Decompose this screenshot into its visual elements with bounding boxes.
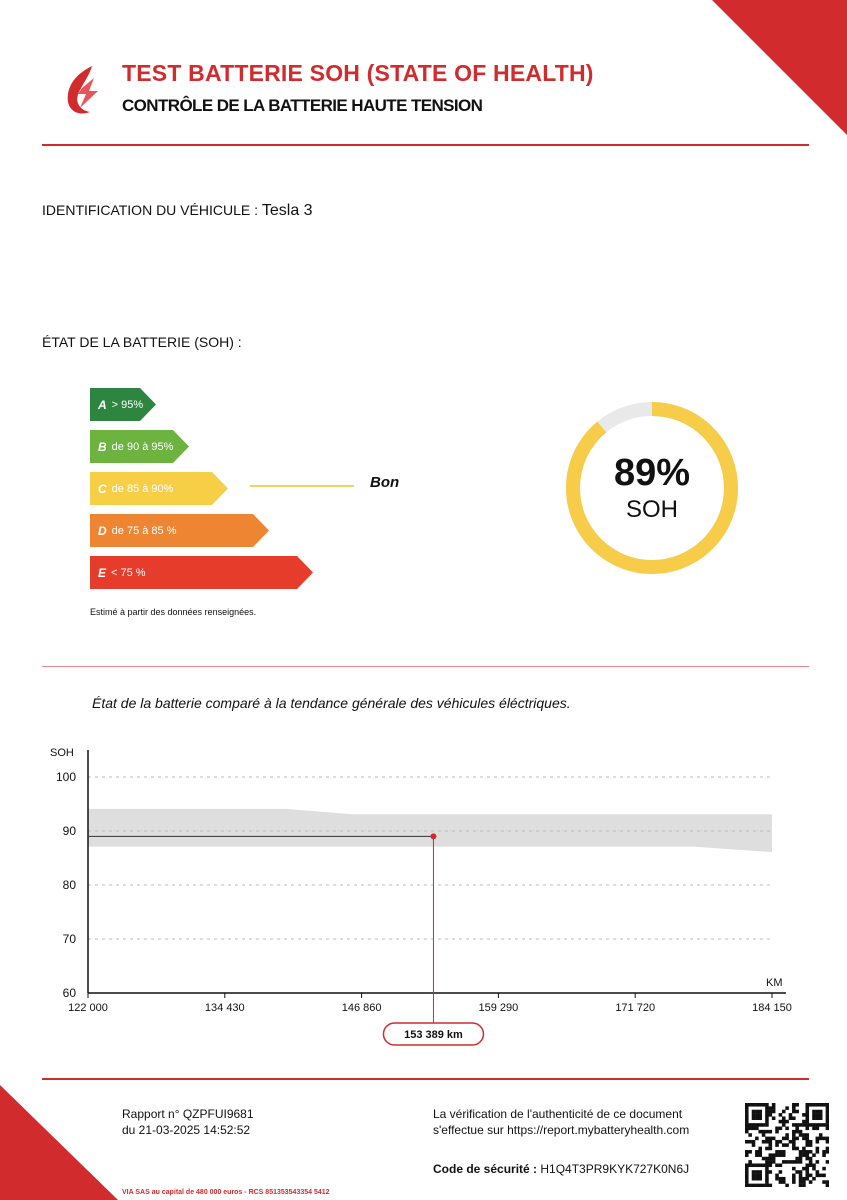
grade-range: de 85 à 90% [111, 482, 174, 495]
y-axis-label: SOH [50, 747, 74, 759]
grade-e-label [90, 556, 146, 589]
security-code-label: Code de sécurité : [433, 1162, 538, 1176]
y-tick-label: 70 [62, 932, 76, 946]
grade-letter: B [98, 439, 107, 454]
vehicle-label: IDENTIFICATION DU VÉHICULE : [42, 202, 258, 218]
qr-code-icon [745, 1103, 829, 1187]
verification-line-2: s'effectue sur https://report.mybatteryhealth.com [433, 1123, 690, 1137]
y-tick-label: 90 [62, 824, 76, 838]
report-title: TEST BATTERIE SOH (STATE OF HEALTH) [122, 60, 594, 86]
grade-range: de 75 à 85 % [111, 524, 177, 537]
y-tick-label: 80 [62, 878, 76, 892]
security-code-value: H1Q4T3PR9KYK727K0N6J [540, 1162, 690, 1176]
soh-gauge-value: 89% [613, 452, 691, 494]
grade-range: > 95% [111, 398, 144, 411]
grade-letter: A [98, 397, 107, 412]
x-tick-label: 159 290 [478, 1002, 519, 1014]
section-divider [42, 666, 809, 667]
selected-grade-indicator [250, 484, 360, 488]
grade-verdict: Bon [370, 474, 400, 491]
grade-b-label [90, 430, 173, 463]
x-tick-label: 184 150 [752, 1002, 792, 1014]
verification-line-1: La vérification de l'authenticité de ce document [433, 1107, 683, 1121]
grade-letter: C [98, 481, 107, 496]
security-code-line [433, 1161, 689, 1177]
report-date: du 21-03-2025 14:52:52 [122, 1123, 251, 1137]
soh-gauge-label: SOH [625, 496, 678, 523]
legal-notice: VIA SAS au capital de 480 000 euros - RCS 851353543354 5412 [122, 1189, 330, 1196]
soh-trend-chart [0, 740, 847, 1060]
header-divider [42, 144, 809, 146]
chart-title: État de la batterie comparé à la tendance générale des véhicules éléctriques. [92, 695, 571, 711]
vehicle-identification [42, 202, 313, 220]
report-info [122, 1106, 254, 1138]
x-tick-label: 146 860 [341, 1002, 382, 1014]
x-tick-label: 134 430 [204, 1002, 245, 1014]
y-tick-label: 100 [55, 770, 76, 784]
grade-range: de 90 à 95% [111, 440, 174, 453]
footer-divider [42, 1078, 809, 1080]
grade-d-label [90, 514, 177, 547]
x-axis-label: KM [766, 977, 783, 989]
verification-info [433, 1106, 689, 1138]
report-number: Rapport n° QZPFUI9681 [122, 1107, 254, 1121]
x-tick-label: 171 720 [615, 1002, 656, 1014]
vehicle-data-point [430, 833, 436, 839]
estimation-note: Estimé à partir des données renseignées. [90, 607, 257, 617]
grade-a-label [90, 388, 143, 421]
battery-bolt-icon [62, 64, 104, 116]
x-tick-label: 122 000 [68, 1002, 108, 1014]
point-label: 153 389 km [404, 1029, 463, 1041]
report-subtitle: CONTRÔLE DE LA BATTERIE HAUTE TENSION [122, 96, 483, 115]
grade-letter: D [98, 523, 107, 538]
vehicle-value: Tesla 3 [261, 202, 313, 219]
grade-range: < 75 % [111, 566, 146, 579]
grade-letter: E [98, 565, 107, 580]
trend-band [88, 809, 772, 852]
grade-c-label [90, 472, 173, 505]
battery-state-label: ÉTAT DE LA BATTERIE (SOH) : [42, 334, 242, 350]
y-tick-label: 60 [62, 986, 76, 1000]
